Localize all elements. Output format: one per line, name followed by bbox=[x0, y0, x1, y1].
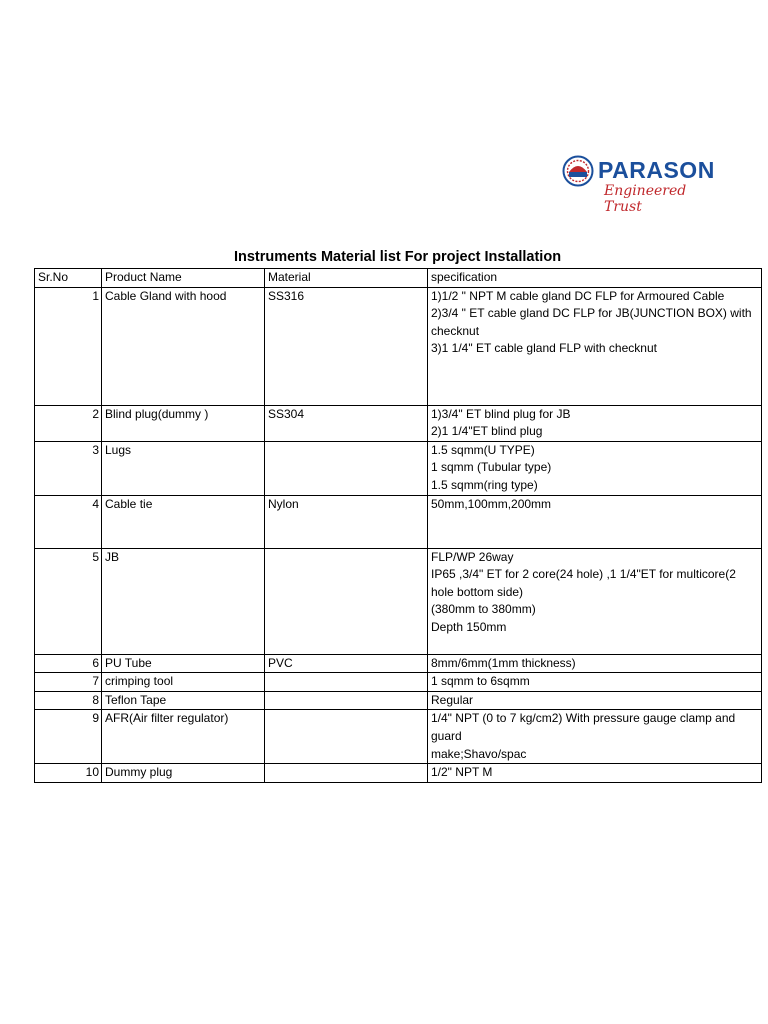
material-table bbox=[34, 268, 762, 783]
spec-line: 1/4" NPT (0 to 7 kg/cm2) With pressure gauge clamp and guard bbox=[431, 711, 736, 743]
document-title: Instruments Material list For project Installation bbox=[233, 249, 562, 265]
product-name-cell: crimping tool bbox=[102, 673, 265, 692]
spec-line: IP65 ,3/4" ET for 2 core(24 hole) ,1 1/4"ET for multicore(2 hole bottom side) bbox=[431, 567, 736, 599]
spec-line: 2)3/4 " ET cable gland DC FLP for JB(JUNCTION BOX) with checknut bbox=[431, 306, 752, 338]
table-header-row bbox=[35, 269, 762, 288]
material-cell bbox=[265, 673, 428, 692]
material-cell: Nylon bbox=[265, 495, 428, 548]
spec-line: 2)1 1/4"ET blind plug bbox=[431, 424, 543, 439]
sr-no-cell: 4 bbox=[35, 495, 102, 548]
spec-line: 1/2" NPT M bbox=[431, 765, 493, 780]
product-name-cell: AFR(Air filter regulator) bbox=[102, 710, 265, 764]
sr-no-cell: 6 bbox=[35, 654, 102, 673]
spec-line: 50mm,100mm,200mm bbox=[431, 496, 552, 511]
spec-line: Depth 150mm bbox=[431, 619, 507, 634]
specification-cell bbox=[428, 495, 762, 548]
sr-no-cell: 2 bbox=[35, 405, 102, 441]
spec-line: (380mm to 380mm) bbox=[431, 602, 536, 617]
header-specification: specification bbox=[428, 269, 762, 288]
specification-cell bbox=[428, 405, 762, 441]
spec-line: 1)1/2 " NPT M cable gland DC FLP for Armoured Cable bbox=[431, 288, 725, 303]
table-row bbox=[35, 405, 762, 441]
table-row bbox=[35, 548, 762, 654]
product-name-cell: Teflon Tape bbox=[102, 691, 265, 710]
sr-no-cell: 9 bbox=[35, 710, 102, 764]
material-cell: SS304 bbox=[265, 405, 428, 441]
spec-line: Regular bbox=[431, 692, 474, 707]
material-cell bbox=[265, 548, 428, 654]
specification-cell bbox=[428, 441, 762, 495]
product-name-cell: PU Tube bbox=[102, 654, 265, 673]
header-product-name: Product Name bbox=[102, 269, 265, 288]
specification-cell bbox=[428, 691, 762, 710]
material-cell bbox=[265, 764, 428, 783]
spec-line: 1.5 sqmm(ring type) bbox=[431, 477, 538, 492]
specification-cell bbox=[428, 764, 762, 783]
table-row bbox=[35, 764, 762, 783]
material-cell bbox=[265, 710, 428, 764]
table-row bbox=[35, 710, 762, 764]
product-name-cell: Lugs bbox=[102, 441, 265, 495]
sr-no-cell: 7 bbox=[35, 673, 102, 692]
material-cell: SS316 bbox=[265, 287, 428, 405]
sr-no-cell: 8 bbox=[35, 691, 102, 710]
product-name-cell: Cable tie bbox=[102, 495, 265, 548]
logo-tagline: Engineered Trust bbox=[604, 183, 687, 215]
table-row bbox=[35, 287, 762, 405]
spec-line: make;Shavo/spac bbox=[431, 746, 527, 761]
parason-emblem-icon bbox=[562, 155, 594, 187]
product-name-cell: Cable Gland with hood bbox=[102, 287, 265, 405]
table-row bbox=[35, 691, 762, 710]
table-row bbox=[35, 495, 762, 548]
parason-logo bbox=[562, 155, 722, 215]
table-row bbox=[35, 673, 762, 692]
spec-line: 1.5 sqmm(U TYPE) bbox=[431, 442, 535, 457]
product-name-cell: JB bbox=[102, 548, 265, 654]
specification-cell bbox=[428, 710, 762, 764]
material-cell bbox=[265, 691, 428, 710]
sr-no-cell: 3 bbox=[35, 441, 102, 495]
specification-cell bbox=[428, 548, 762, 654]
spec-line: 1 sqmm to 6sqmm bbox=[431, 674, 530, 689]
product-name-cell: Blind plug(dummy ) bbox=[102, 405, 265, 441]
material-cell: PVC bbox=[265, 654, 428, 673]
specification-cell bbox=[428, 673, 762, 692]
specification-cell bbox=[428, 287, 762, 405]
header-sr-no: Sr.No bbox=[35, 269, 102, 288]
sr-no-cell: 1 bbox=[35, 287, 102, 405]
spec-line: 8mm/6mm(1mm thickness) bbox=[431, 655, 576, 670]
product-name-cell: Dummy plug bbox=[102, 764, 265, 783]
table-row bbox=[35, 441, 762, 495]
header-material: Material bbox=[265, 269, 428, 288]
specification-cell bbox=[428, 654, 762, 673]
material-cell bbox=[265, 441, 428, 495]
table-row bbox=[35, 654, 762, 673]
spec-line: 1 sqmm (Tubular type) bbox=[431, 460, 552, 475]
sr-no-cell: 10 bbox=[35, 764, 102, 783]
logo-wordmark: PARASON bbox=[598, 157, 715, 183]
spec-line: 3)1 1/4" ET cable gland FLP with checknut bbox=[431, 341, 657, 356]
sr-no-cell: 5 bbox=[35, 548, 102, 654]
spec-line: 1)3/4" ET blind plug for JB bbox=[431, 406, 571, 421]
spec-line: FLP/WP 26way bbox=[431, 549, 514, 564]
